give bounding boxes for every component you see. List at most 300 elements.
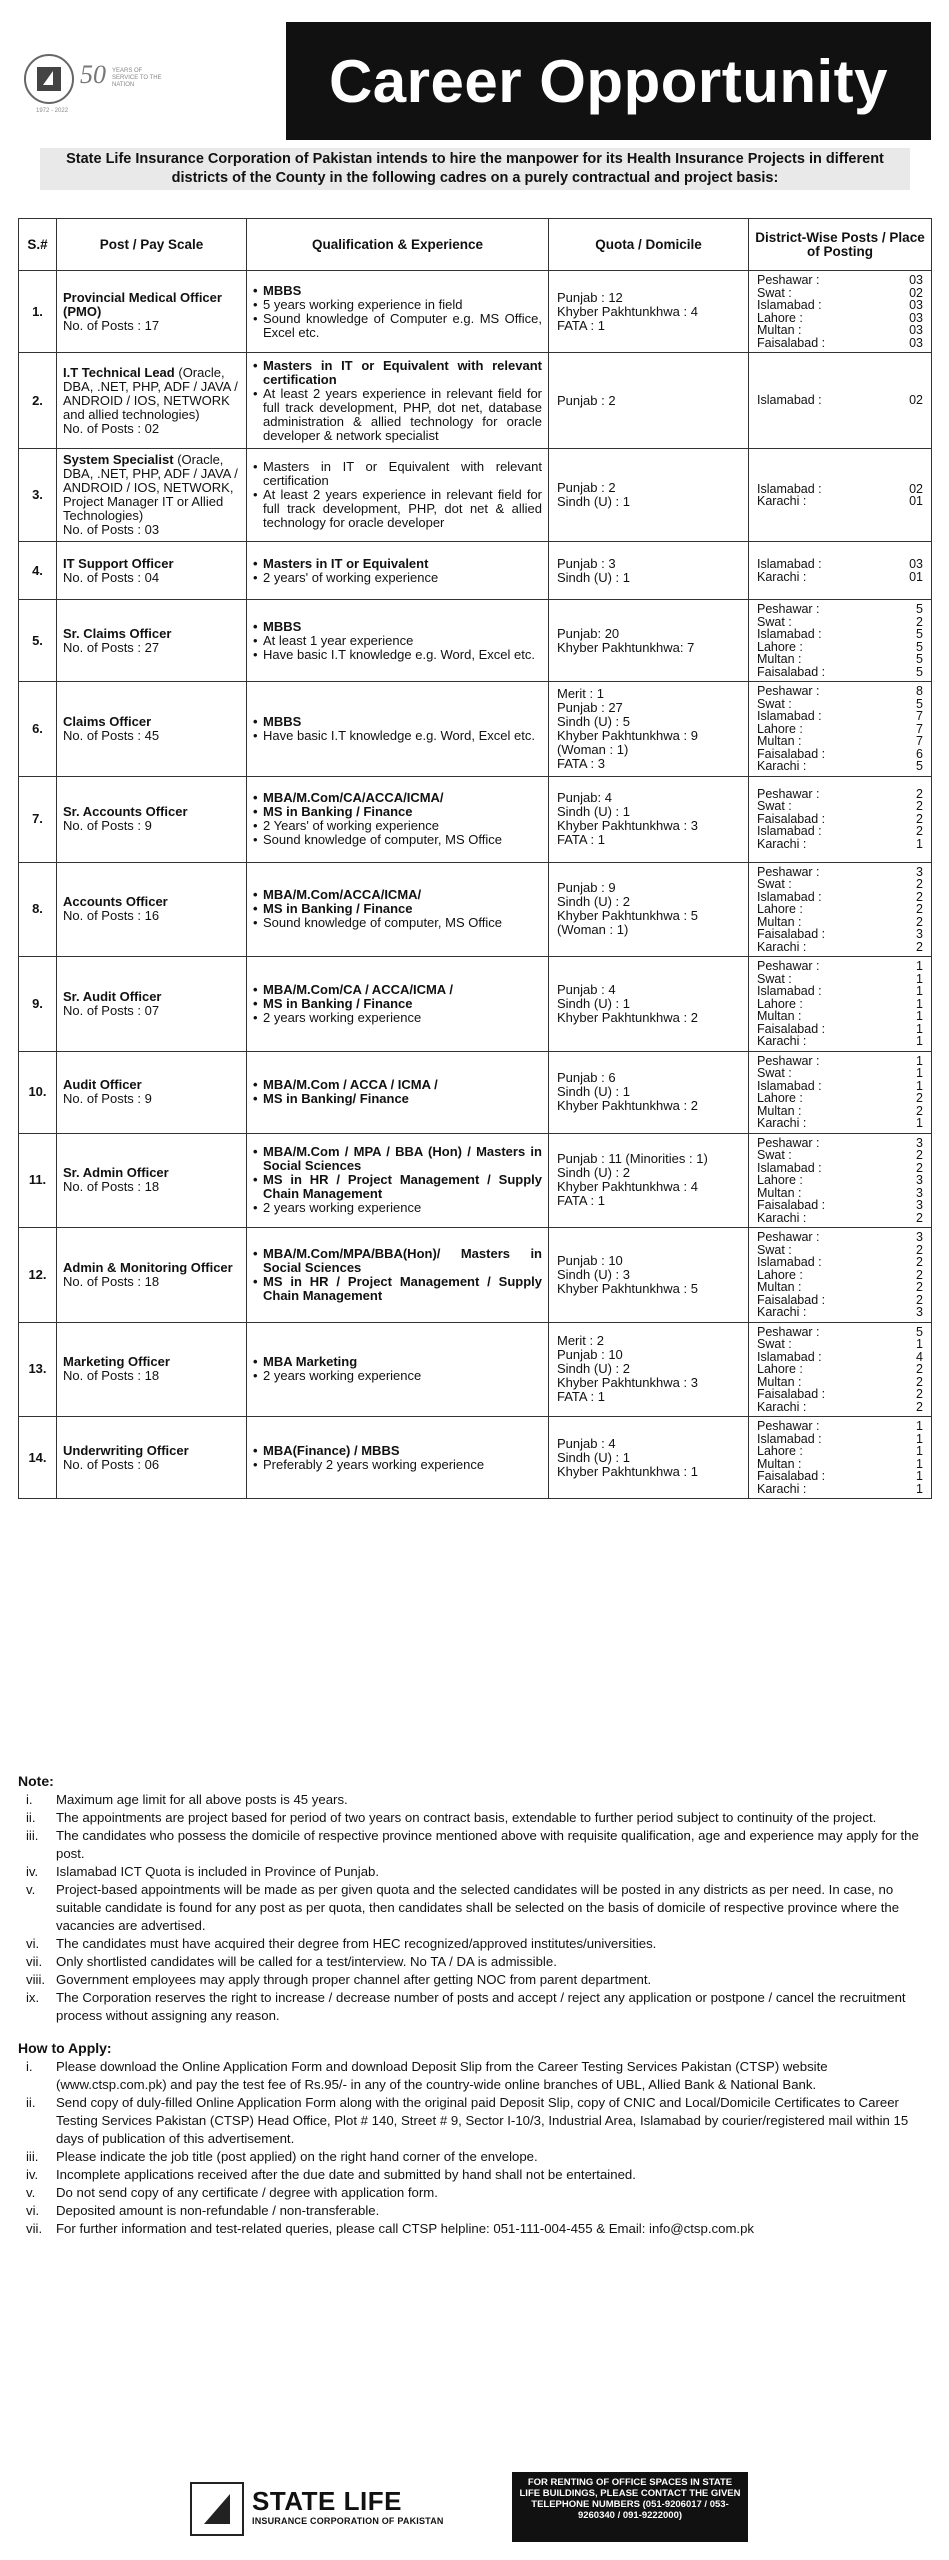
post-title [63,990,240,1004]
district-name: Faisalabad : [757,1387,826,1401]
district-count: 02 [909,481,923,496]
quota-line: FATA : 1 [557,1389,605,1405]
table-row [19,1228,932,1323]
district-count: 7 [916,734,923,748]
post-count: No. of Posts : 18 [63,1179,160,1195]
district-row [757,1174,923,1187]
quota-line: Punjab: 4 [557,790,612,805]
qualification-item: • Sound knowledge of computer, MS Office [253,833,542,847]
district-count: 3 [916,1230,923,1244]
item-number: i. [26,1792,33,1807]
table-row [19,1322,932,1417]
qualification-cell [247,862,549,957]
district-count: 2 [916,1292,923,1307]
note-item [18,1953,931,1971]
district-name: Islamabad : [757,1160,822,1175]
qualification-item: • Sound knowledge of computer, MS Office [253,916,542,930]
district-name: Karachi : [757,836,807,851]
district-count: 5 [916,639,923,654]
table-row [19,862,932,957]
quota-line: (Woman : 1) [557,741,629,757]
header-qualification: Qualification & Experience [247,219,549,271]
post-count: No. of Posts : 9 [63,818,152,833]
district-name: Lahore : [757,639,803,654]
district-name: Swat : [757,1242,792,1257]
quota-line: FATA : 1 [557,317,605,333]
item-text: The candidates who possess the domicile of respective province mentioned above with requisite qualification, age and experience may apply for the post. [56,1828,919,1861]
quota-cell [549,862,749,957]
district-name: Lahore : [757,996,803,1011]
row-serial: 3. [19,449,57,542]
post-count: No. of Posts : 9 [63,1091,152,1106]
district-count: 3 [916,1173,923,1187]
table-row [19,1417,932,1499]
district-row [757,960,923,973]
post-cell [57,353,247,449]
row-serial: 14. [19,1417,57,1499]
quota-line: Punjab : 2 [557,480,616,495]
district-name: Multan : [757,1185,802,1200]
quota-line: Khyber Pakhtunkhwa : 9 [557,727,698,743]
district-name: Lahore : [757,721,803,736]
post-details: (Oracle, DBA, .NET, PHP, ADF / JAVA / ANDROID / IOS, NETWORK and allied technologies) [63,364,238,422]
qualification-cell [247,542,549,600]
post-title [63,895,240,909]
district-name: Islamabad : [757,1431,822,1446]
district-cell [749,776,932,862]
district-count: 2 [916,914,923,929]
district-count: 1 [916,1066,923,1080]
district-row [757,1445,923,1458]
district-name: Multan : [757,914,802,929]
table-row [19,542,932,600]
notes-list [18,1791,931,2025]
quota-line: Sindh (U) : 2 [557,1361,630,1377]
qualification-item: • 2 Years' of working experience [253,819,542,833]
district-count: 01 [909,494,923,508]
item-text: Send copy of duly-filled Online Application Form along with the original paid Deposit Slip, copy of CNIC and Local/Domicile Certificates to Career Testing Services Pakistan (CTSP) Head Office, Plot # 140, Street # 9, Sector I-10/3, Industrial Area, Islamabad by courier/registered mail within 15 days of publication of this advertisement. [56,2095,909,2146]
quota-line: Sindh (U) : 2 [557,894,630,910]
quota-line: Punjab : 27 [557,699,623,715]
district-cell [749,1051,932,1133]
row-serial: 6. [19,682,57,777]
district-name: Swat : [757,877,792,891]
quota-line: Punjab : 4 [557,1435,616,1451]
post-title-text: Provincial Medical Officer (PMO) [63,289,222,319]
post-title [63,715,240,729]
district-name: Islamabad : [757,1349,822,1364]
posts-table [18,218,932,1499]
table-row [19,600,932,682]
district-name: Swat : [757,614,792,629]
district-name: Karachi : [757,1116,807,1130]
quota-cell [549,1133,749,1228]
header-sn: S.# [19,219,57,271]
post-title-text: IT Support Officer [63,555,174,571]
post-title [63,1355,240,1369]
district-count: 1 [916,1419,923,1433]
district-row [757,878,923,891]
item-text: Islamabad ICT Quota is included in Province of Punjab. [56,1864,380,1879]
apply-step [18,2058,931,2094]
quota-line: FATA : 1 [557,832,605,847]
apply-step [18,2220,931,2238]
district-row [757,685,923,698]
district-name: Multan : [757,1009,802,1023]
item-number: ii. [26,1810,36,1825]
district-row [757,1231,923,1244]
qualification-cell [247,957,549,1052]
post-title [63,1166,240,1180]
district-name: Islamabad : [757,481,822,496]
qualification-item: • MBBS [253,715,542,729]
item-number: v. [26,2185,36,2200]
qualification-item: • 2 years working experience [253,1201,542,1215]
logo-years: 1972 - 2022 [36,108,69,114]
footer-logo-subtitle: INSURANCE CORPORATION OF PAKISTAN [252,2516,444,2526]
district-count: 5 [916,1324,923,1339]
district-row [757,1363,923,1376]
district-name: Karachi : [757,1305,807,1319]
district-cell [749,1133,932,1228]
qualification-item: • MS in HR / Project Management / Supply Chain Management [253,1173,542,1201]
table-row [19,776,932,862]
quota-line: Punjab : 4 [557,981,616,997]
row-serial: 12. [19,1228,57,1323]
district-count: 2 [916,614,923,629]
district-row [757,1281,923,1294]
note-item [18,1809,931,1827]
district-row [757,571,923,584]
row-serial: 4. [19,542,57,600]
post-title-text: Audit Officer [63,1077,142,1092]
row-serial: 9. [19,957,57,1052]
district-row [757,299,923,312]
district-cell [749,271,932,353]
district-name: Islamabad : [757,298,822,312]
post-count: No. of Posts : 17 [63,317,160,333]
item-number: iii. [26,1828,39,1843]
district-row [757,1035,923,1048]
district-name: Lahore : [757,310,803,325]
qualification-item: • MS in Banking/ Finance [253,1092,542,1106]
quota-line: Khyber Pakhtunkhwa: 7 [557,639,695,655]
qualification-cell [247,1417,549,1499]
district-row [757,1338,923,1351]
post-title-text: Marketing Officer [63,1354,170,1370]
district-count: 2 [916,824,923,839]
note-item [18,1971,931,1989]
item-text: Do not send copy of any certificate / degree with application form. [56,2185,438,2200]
post-title [63,1078,240,1092]
notes-title: Note: [18,1773,54,1789]
item-number: viii. [26,1972,46,1987]
district-count: 3 [916,1305,923,1319]
qualification-item: • 2 years working experience [253,1011,542,1025]
district-name: Islamabad : [757,889,822,904]
district-count: 1 [916,1078,923,1093]
post-count: No. of Posts : 27 [63,639,160,655]
district-count: 2 [916,1374,923,1389]
item-number: vii. [26,2221,43,2236]
post-cell [57,1417,247,1499]
district-name: Lahore : [757,1267,803,1282]
qualification-item: • 2 years' of working experience [253,571,542,585]
post-title-text: I.T Technical Lead [63,364,175,380]
district-row [757,1199,923,1212]
district-count: 6 [916,746,923,761]
district-name: Multan : [757,1280,802,1294]
quota-line: (Woman : 1) [557,922,629,938]
qualification-item: • MBA/M.Com / ACCA / ICMA / [253,1078,542,1092]
quota-line: Punjab : 10 [557,1347,623,1363]
table-row [19,353,932,449]
quota-line: Punjab : 12 [557,289,623,305]
footer-logo-name: STATE LIFE [252,2486,402,2516]
logo-tagline: YEARS OF SERVICE TO THE NATION [112,68,162,88]
district-row [757,1401,923,1414]
district-count: 5 [916,696,923,711]
district-count: 03 [909,335,923,350]
quota-line: FATA : 3 [557,755,605,771]
district-name: Peshawar : [757,602,820,616]
district-row [757,735,923,748]
district-name: Karachi : [757,1210,807,1225]
district-row [757,558,923,571]
district-cell [749,682,932,777]
district-count: 1 [916,959,923,973]
district-name: Karachi : [757,1034,807,1048]
quota-cell [549,1051,749,1133]
district-count: 3 [916,927,923,941]
district-count: 2 [916,786,923,801]
table-row [19,682,932,777]
district-count: 1 [916,984,923,998]
district-name: Lahore : [757,1362,803,1376]
post-cell [57,1228,247,1323]
district-name: Karachi : [757,494,807,508]
post-cell [57,1322,247,1417]
item-text: Government employees may apply through proper channel after getting NOC from parent department. [56,1972,652,1987]
post-title-text: Sr. Admin Officer [63,1165,169,1181]
district-row [757,628,923,641]
note-item [18,1881,931,1935]
quota-line: Sindh (U) : 1 [557,569,630,585]
district-name: Faisalabad : [757,1021,826,1036]
district-name: Peshawar : [757,864,820,879]
district-count: 1 [916,1053,923,1068]
district-cell [749,600,932,682]
district-row [757,1470,923,1483]
qualification-item: • MBA/M.Com/CA/ACCA/ICMA/ [253,791,542,805]
district-row [757,1067,923,1080]
district-count: 02 [909,285,923,300]
page-title: Career Opportunity [286,22,931,140]
quota-cell [549,682,749,777]
qualification-item: • Preferably 2 years working experience [253,1458,542,1472]
row-serial: 2. [19,353,57,449]
quota-cell [549,1322,749,1417]
district-name: Faisalabad : [757,927,826,941]
quota-line: Merit : 1 [557,685,604,701]
quota-line: Khyber Pakhtunkhwa : 4 [557,303,698,319]
row-serial: 13. [19,1322,57,1417]
quota-line: Sindh (U) : 1 [557,995,630,1011]
district-count: 8 [916,684,923,698]
district-row [757,710,923,723]
apply-step [18,2184,931,2202]
post-title [63,627,240,641]
item-number: ii. [26,2095,36,2110]
district-row [757,324,923,337]
table-row [19,1051,932,1133]
qualification-cell [247,1051,549,1133]
district-name: Karachi : [757,1399,807,1414]
district-count: 5 [916,759,923,773]
qualification-cell [247,353,549,449]
district-row [757,1010,923,1023]
note-item [18,1935,931,1953]
qualification-item: • 2 years working experience [253,1369,542,1383]
note-item [18,1827,931,1863]
qualification-item: • MBA/M.Com/ACCA/ICMA/ [253,888,542,902]
header [18,22,931,140]
quota-line: Punjab : 2 [557,392,616,408]
district-name: Faisalabad : [757,1469,826,1483]
qualification-item: • MBA/M.Com / MPA / BBA (Hon) / Masters in Social Sciences [253,1145,542,1173]
district-row [757,1149,923,1162]
district-name: Islamabad : [757,824,822,839]
district-count: 2 [916,1242,923,1257]
quota-line: Punjab : 6 [557,1070,616,1085]
apply-step [18,2094,931,2148]
table-row [19,957,932,1052]
district-name: Swat : [757,696,792,711]
quota-line: Khyber Pakhtunkhwa : 1 [557,1463,698,1479]
district-cell [749,1322,932,1417]
post-count: No. of Posts : 18 [63,1368,160,1384]
apply-step [18,2202,931,2220]
row-serial: 7. [19,776,57,862]
quota-line: Sindh (U) : 1 [557,1449,630,1465]
district-name: Swat : [757,1066,792,1080]
qualification-item: • At least 1 year experience [253,634,542,648]
post-title [63,557,240,571]
district-cell [749,1228,932,1323]
district-row [757,1306,923,1319]
apply-step [18,2166,931,2184]
post-cell [57,542,247,600]
row-serial: 8. [19,862,57,957]
district-count: 2 [916,877,923,891]
post-cell [57,682,247,777]
district-row [757,1256,923,1269]
district-name: Islamabad : [757,709,822,723]
qualification-item: • MBBS [253,620,542,634]
district-name: Peshawar : [757,959,820,973]
how-to-apply-section [18,2039,931,2238]
district-count: 2 [916,1387,923,1401]
item-number: ix. [26,1990,40,2005]
item-text: The appointments are project based for period of two years on contract basis, extendable to further period subject to continuity of the project. [56,1810,877,1825]
post-title-text: Claims Officer [63,713,152,729]
state-life-emblem-icon [24,54,74,104]
qualification-cell [247,271,549,353]
post-cell [57,957,247,1052]
qualification-cell [247,449,549,542]
quota-line: Punjab : 10 [557,1252,623,1268]
district-cell [749,353,932,449]
district-count: 3 [916,864,923,879]
district-name: Swat : [757,285,792,300]
district-count: 01 [909,569,923,584]
post-title-text: Sr. Accounts Officer [63,804,188,819]
qualification-item: • Masters in IT or Equivalent with relevant certification [253,359,542,387]
district-name: Peshawar : [757,1419,820,1433]
district-name: Swat : [757,799,792,814]
district-row [757,1092,923,1105]
district-name: Peshawar : [757,1135,820,1150]
district-name: Peshawar : [757,684,820,698]
district-row [757,838,923,851]
quota-line: Sindh (U) : 2 [557,1165,630,1181]
table-row [19,1133,932,1228]
quota-line: Khyber Pakhtunkhwa : 2 [557,1098,698,1113]
district-row [757,666,923,679]
district-name: Multan : [757,1103,802,1118]
apply-step [18,2148,931,2166]
district-name: Islamabad : [757,627,822,641]
quota-line: Khyber Pakhtunkhwa : 4 [557,1179,698,1195]
office-rent-notice: FOR RENTING OF OFFICE SPACES IN STATE LIFE BUILDINGS, PLEASE CONTACT THE GIVEN TELEPHONE NUMBERS (051-9206017 / 053-9260340 / 091-9222000) [512,2472,748,2542]
district-count: 5 [916,652,923,666]
quota-line: Merit : 2 [557,1333,604,1349]
district-row [757,1117,923,1130]
district-count: 03 [909,557,923,571]
district-count: 1 [916,1009,923,1023]
district-cell [749,1417,932,1499]
district-count: 03 [909,323,923,337]
row-serial: 11. [19,1133,57,1228]
header-district: District-Wise Posts / Place of Posting [749,219,932,271]
post-details: (Oracle, DBA, .NET, PHP, ADF / JAVA / ANDROID / IOS, NETWORK, Project Manager IT or Allied Technologies) [63,452,238,523]
qualification-item: • MBA/M.Com/MPA/BBA(Hon)/ Masters in Social Sciences [253,1247,542,1275]
item-number: iii. [26,2149,39,2164]
district-name: Peshawar : [757,786,820,801]
qualification-item: • MS in Banking / Finance [253,805,542,819]
quota-cell [549,353,749,449]
district-count: 5 [916,602,923,616]
how-to-apply-list [18,2058,931,2238]
qualification-item: • MBA/M.Com/CA / ACCA/ICMA / [253,983,542,997]
district-count: 7 [916,721,923,736]
district-count: 2 [916,799,923,814]
district-row [757,941,923,954]
district-count: 2 [916,1091,923,1105]
qualification-item: • MBBS [253,284,542,298]
district-cell [749,862,932,957]
quota-line: Khyber Pakhtunkhwa : 5 [557,908,698,924]
district-count: 2 [916,1103,923,1118]
post-count: No. of Posts : 02 [63,420,160,436]
post-cell [57,776,247,862]
item-number: vi. [26,2203,40,2218]
notes-section [18,1772,931,2238]
qualification-item: • Have basic I.T knowledge e.g. Word, Excel etc. [253,729,542,743]
district-name: Peshawar : [757,1324,820,1339]
district-count: 1 [916,1469,923,1483]
quota-cell [549,449,749,542]
